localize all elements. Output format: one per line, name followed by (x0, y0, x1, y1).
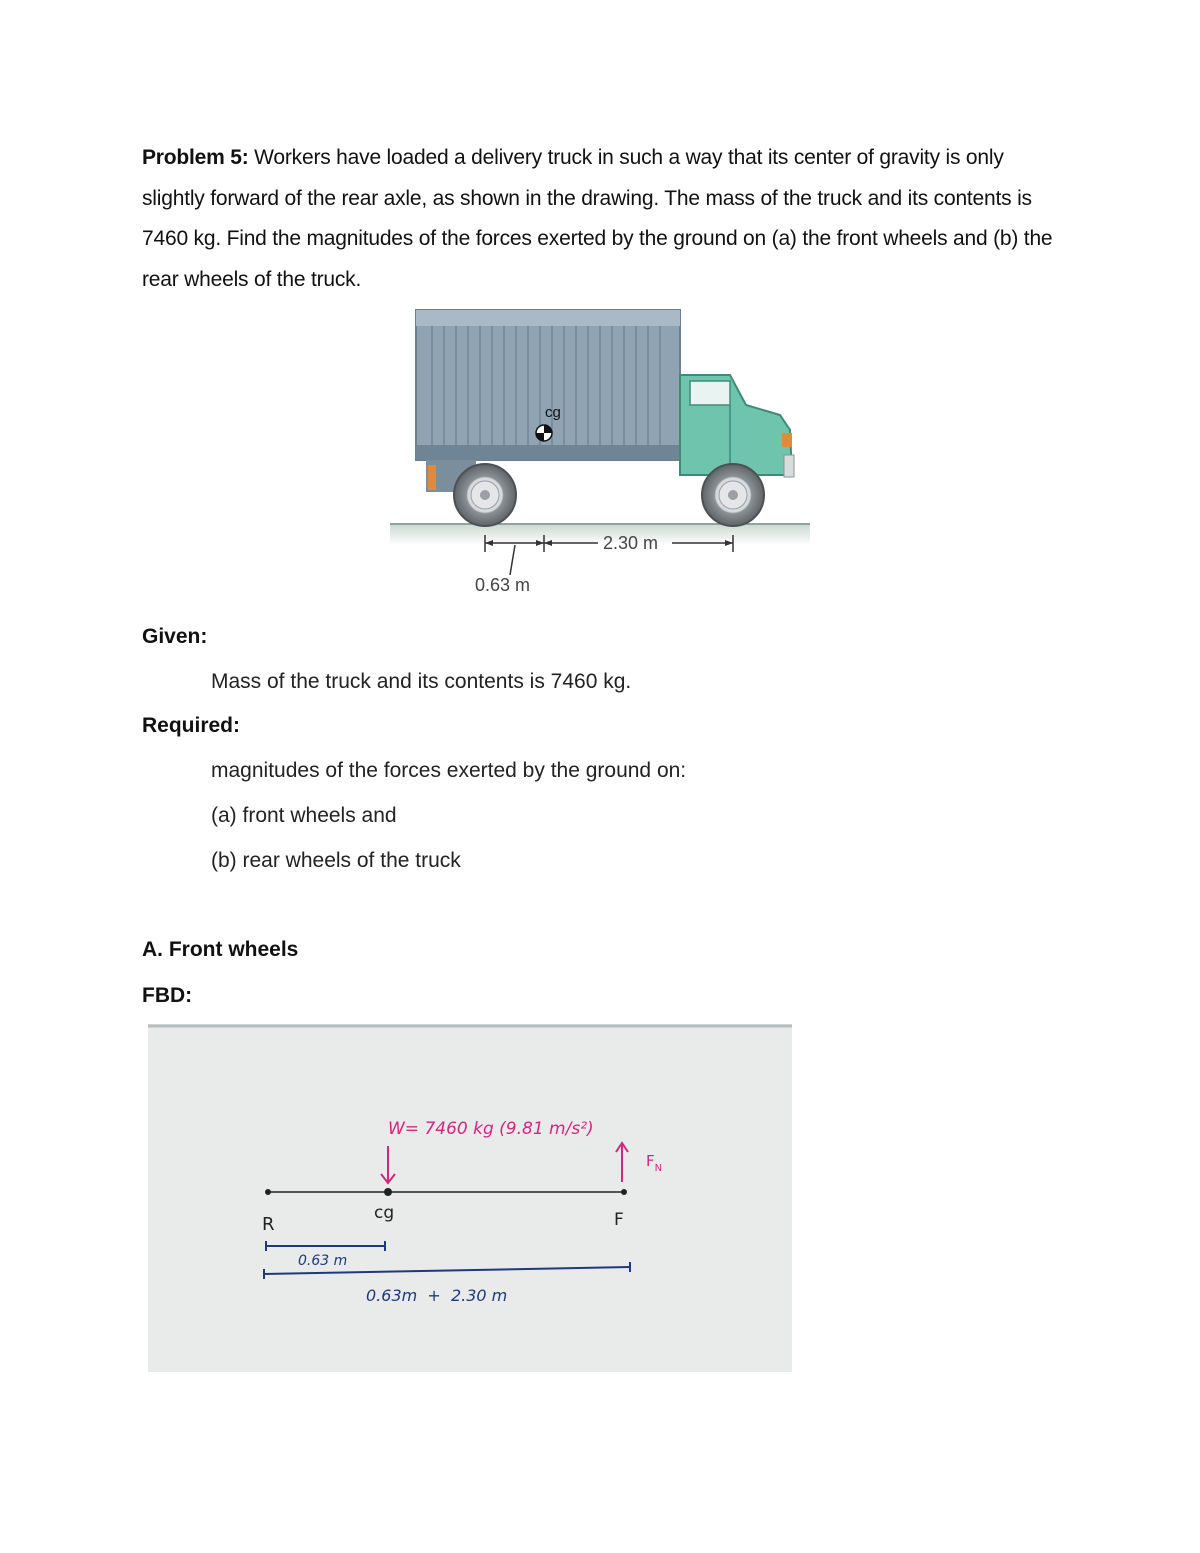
truck-cab (680, 375, 794, 477)
problem-statement (142, 138, 1062, 300)
cg-label: cg (545, 404, 561, 421)
section-a-heading: A. Front wheels (142, 938, 299, 961)
fbd-cg-label: cg (374, 1203, 395, 1223)
fbd-fn-label: $F_N$ (646, 1152, 663, 1174)
rear-wheel (454, 464, 516, 526)
fbd-f-label: F (614, 1210, 624, 1230)
required-heading: Required: (142, 714, 241, 737)
fbd-photo (148, 1024, 792, 1372)
problem-label: Problem 5: (142, 146, 249, 169)
fbd-dim-short-label: 0.63 m (298, 1253, 348, 1269)
ground (390, 523, 810, 545)
given-line: Mass of the truck and its contents is 7460 kg. (211, 670, 632, 693)
cargo-box (416, 310, 680, 492)
front-wheel (702, 464, 764, 526)
fbd-r-label: R (262, 1214, 275, 1235)
required-line-1: magnitudes of the forces exerted by the ground on: (211, 759, 687, 782)
dimension-front: 2.30 m (603, 533, 659, 553)
given-heading: Given: (142, 625, 208, 648)
fbd-weight-label: W= 7460 kg (9.81 m/s²) (388, 1119, 594, 1139)
required-line-3: (b) rear wheels of the truck (211, 849, 461, 872)
truck-diagram (390, 305, 810, 605)
cg-marker (536, 425, 552, 441)
dimension-rear: 0.63 m (475, 575, 531, 595)
required-line-2: (a) front wheels and (211, 804, 397, 827)
problem-text: Workers have loaded a delivery truck in such a way that its center of gravity is only slightly forward of the rear axle, as shown in the drawing. The mass of the truck and its contents is 7460 kg. Find the magnitudes of the forces exerted by the ground on (a) the front wheels and (b) the rear wheels of the truck. (142, 146, 1053, 291)
fbd-dim-long-label: 0.63m + 2.30 m (366, 1286, 508, 1305)
fbd-label: FBD: (142, 984, 193, 1007)
